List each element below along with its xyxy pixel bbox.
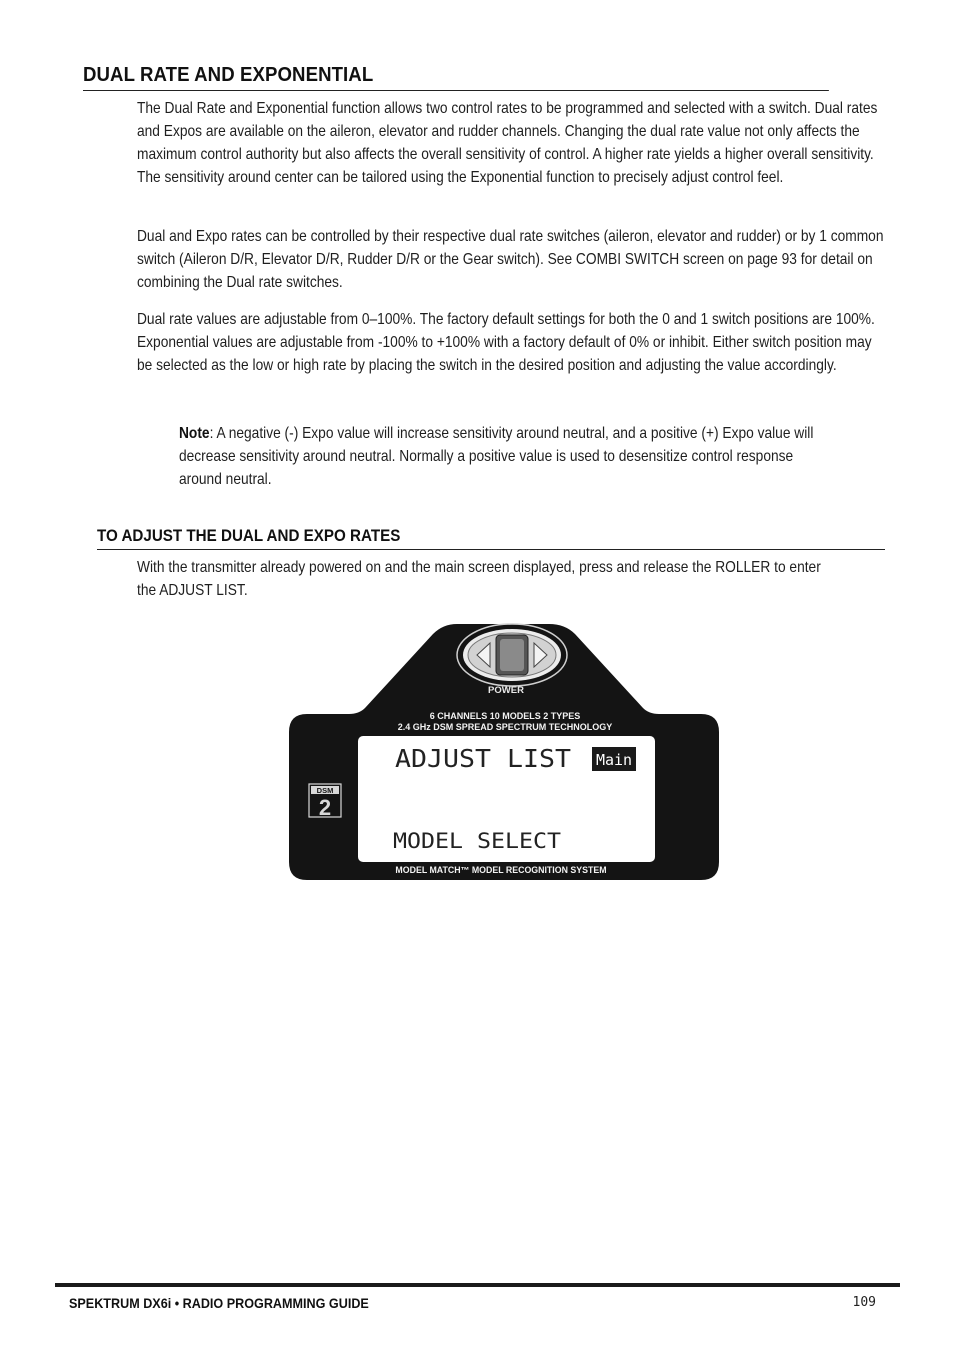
note-label: Note: [179, 425, 210, 442]
dsm-logo-text: DSM: [316, 786, 334, 795]
power-label: POWER: [488, 685, 524, 696]
roller-knob-icon: [457, 624, 567, 686]
paragraph-values: [137, 308, 885, 377]
note-block: [179, 422, 815, 491]
footer-rule: [55, 1283, 900, 1287]
paragraph-text: With the transmitter already powered on and the main screen displayed, press and release the ROLLER to enter the ADJUST LIST.: [137, 559, 821, 599]
subsection-heading-text: TO ADJUST THE DUAL AND EXPO RATES: [97, 527, 401, 545]
paragraph-instruction: [137, 556, 842, 602]
paragraph-switches: [137, 225, 885, 294]
lcd-badge: Main: [595, 751, 633, 769]
footer-title: SPEKTRUM DX6i • RADIO PROGRAMMING GUIDE: [69, 1295, 369, 1311]
note-text: : A negative (-) Expo value will increase sensitivity around neutral, and a positive (+) Expo value will decrease sensitivity around neutral. Normally a positive value is used to desensitize control response around neutral.: [179, 425, 814, 488]
paragraph-intro: [137, 97, 885, 189]
dsm-logo-number: 2: [318, 795, 332, 820]
lcd-menu-item: MODEL SELECT: [393, 829, 562, 853]
lcd-title: ADJUST LIST: [395, 744, 571, 773]
spec-line-1: 6 CHANNELS 10 MODELS 2 TYPES: [429, 711, 581, 721]
page-number: 109: [852, 1295, 876, 1310]
paragraph-text: Dual rate values are adjustable from 0–100%. The factory default settings for both the 0 and 1 switch positions are 100%. Exponential values are adjustable from -100% to +100% with a factory default of 0% or inhibit. Either switch position may be selected as the low or high rate by placing the switch in the desired position and adjusting the value accordingly.: [137, 311, 875, 374]
model-match-label: MODEL MATCH™ MODEL RECOGNITION SYSTEM: [395, 865, 607, 875]
paragraph-text: Dual and Expo rates can be controlled by their respective dual rate switches (aileron, elevator and rudder) or by 1 common switch (Aileron D/R, Elevator D/R, Rudder D/R or the Gear switch). See COMBI SWITCH screen on page 93 for detail on combining the Dual rate switches.: [137, 228, 884, 291]
dsm2-logo-icon: [309, 784, 341, 820]
section-heading: DUAL RATE AND EXPONENTIAL: [83, 64, 829, 91]
transmitter-display-illustration: [287, 620, 721, 886]
transmitter-face-svg: [287, 620, 721, 886]
subsection-heading: [97, 527, 885, 550]
spec-line-2: 2.4 GHz DSM SPREAD SPECTRUM TECHNOLOGY: [397, 722, 613, 732]
paragraph-text: The Dual Rate and Exponential function allows two control rates to be programmed and selected with a switch. Dual rates and Expos are available on the aileron, elevator and rudder channels. Changing the dual rate value not only affects the maximum control authority but also affects the overall sensitivity of control. A higher rate yields a higher overall sensitivity. The sensitivity around center can be tailored using the Exponential function to precisely adjust control feel.: [137, 100, 878, 186]
